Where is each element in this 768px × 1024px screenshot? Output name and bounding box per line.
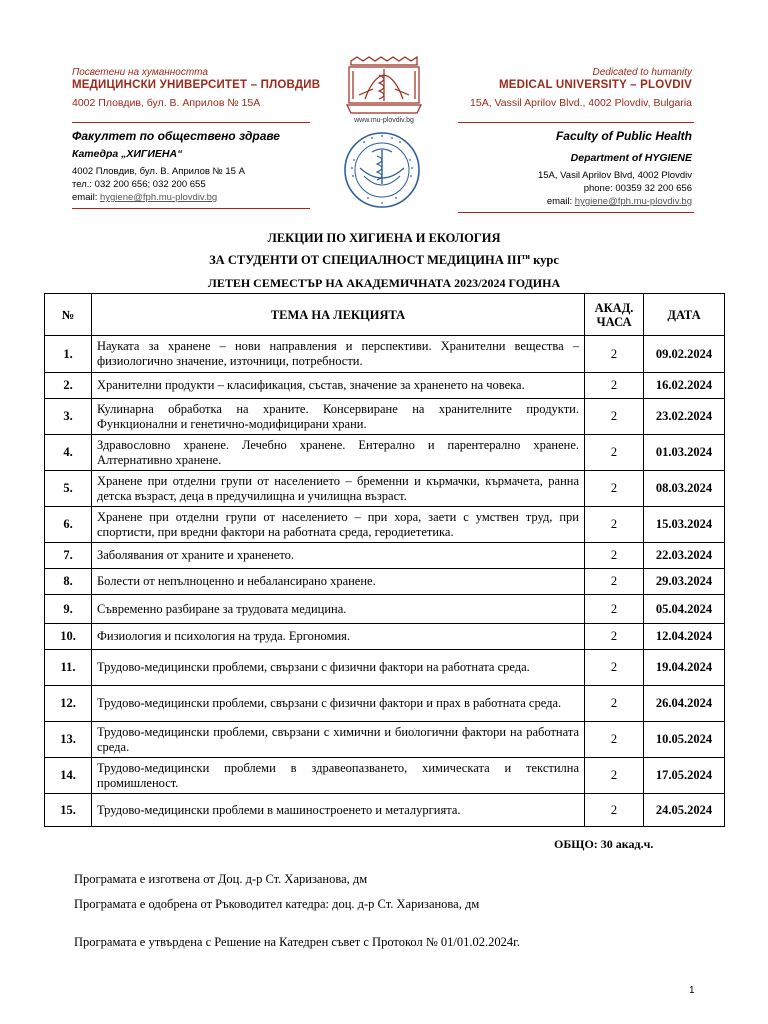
faculty-name-en: Faculty of Public Health	[555, 129, 692, 143]
row-num: 7.	[45, 543, 92, 569]
header-tagline-en: Dedicated to humanity	[592, 67, 692, 78]
row-topic: Хранене при отделни групи от населението – бременни и кърмачки, кърмачета, ранна детска възраст, деца в предучилищна и училищна възраст.	[92, 471, 585, 507]
row-topic: Трудово-медицински проблеми, свързани с физични фактори и прах в работната среда.	[92, 686, 585, 722]
row-topic: Кулинарна обработка на храните. Консервиране на хранителните продукти. Функционални и генетично-модифицирани храни.	[92, 399, 585, 435]
row-num: 2.	[45, 373, 92, 399]
row-date: 29.03.2024	[644, 569, 725, 595]
table-row	[45, 569, 725, 595]
table-row	[45, 686, 725, 722]
row-topic: Болести от непълноценно и небалансирано хранене.	[92, 569, 585, 595]
table-row	[45, 435, 725, 471]
table-row	[45, 399, 725, 435]
row-date: 15.03.2024	[644, 507, 725, 543]
row-topic: Съвременно разбиране за трудовата медицина.	[92, 595, 585, 624]
row-topic: Хранителни продукти – класификация, състав, значение за храненето на човека.	[92, 373, 585, 399]
title-line-2	[0, 253, 768, 268]
contacts-rule-right	[458, 212, 694, 213]
total-hours: ОБЩО: 30 акад.ч.	[554, 837, 654, 851]
row-num: 14.	[45, 758, 92, 794]
row-date: 09.02.2024	[644, 336, 725, 373]
row-topic: Науката за хранене – нови направления и перспективи. Хранителни вещества – физиологично значение, източници, потребности.	[92, 336, 585, 373]
header-date: ДАТА	[644, 294, 725, 336]
row-hours: 2	[585, 624, 644, 650]
header-address-en: 15A, Vassil Aprilov Blvd., 4002 Plovdiv, Bulgaria	[470, 97, 692, 109]
row-num: 1.	[45, 336, 92, 373]
row-num: 6.	[45, 507, 92, 543]
page-number: 1	[689, 985, 695, 996]
address-en: 15A, Vasil Aprilov Blvd, 4002 Plovdiv	[537, 170, 692, 181]
title-line-1: ЛЕКЦИИ ПО ХИГИЕНА И ЕКОЛОГИЯ	[267, 231, 501, 245]
table-header-row	[45, 294, 725, 336]
table-row	[45, 758, 725, 794]
row-num: 11.	[45, 650, 92, 686]
department-name-bg: Катедра „ХИГИЕНА“	[72, 148, 183, 160]
row-num: 13.	[45, 722, 92, 758]
row-num: 5.	[45, 471, 92, 507]
table-row	[45, 794, 725, 827]
email-link-en[interactable]: hygiene@fph.mu-plovdiv.bg	[574, 196, 692, 207]
header-num: №	[45, 294, 92, 336]
email-label-bg: email:	[72, 192, 100, 203]
row-hours: 2	[585, 569, 644, 595]
row-topic: Трудово-медицински проблеми, свързани с химични и биологични фактори на работната среда.	[92, 722, 585, 758]
row-hours: 2	[585, 471, 644, 507]
row-date: 12.04.2024	[644, 624, 725, 650]
email-line-bg	[72, 192, 217, 205]
row-topic: Физиология и психология на труда. Ергономия.	[92, 624, 585, 650]
address-bg: 4002 Пловдив, бул. В. Априлов № 15 А	[72, 166, 245, 177]
title-line-3: ЛЕТЕН СЕМЕСТЪР НА АКАДЕМИЧНАТА 2023/2024 ГОДИНА	[207, 276, 561, 290]
row-date: 05.04.2024	[644, 595, 725, 624]
header-hours-l1: АКАД.	[594, 300, 634, 315]
table-row	[45, 373, 725, 399]
table-row	[45, 650, 725, 686]
row-date: 22.03.2024	[644, 543, 725, 569]
row-topic: Трудово-медицински проблеми в здравеопазването, химическата и текстилна промишленост.	[92, 758, 585, 794]
row-topic: Заболявания от храните и храненето.	[92, 543, 585, 569]
row-hours: 2	[585, 650, 644, 686]
row-hours: 2	[585, 373, 644, 399]
row-hours: 2	[585, 758, 644, 794]
approved-by: Програмата е одобрена от Ръководител катедра: доц. д-р Ст. Харизанова, дм	[74, 897, 480, 911]
row-hours: 2	[585, 686, 644, 722]
title-line-2-main: ЗА СТУДЕНТИ ОТ СПЕЦИАЛНОСТ МЕДИЦИНА III	[209, 253, 522, 267]
contacts-rule-left	[72, 208, 310, 209]
table-row	[45, 471, 725, 507]
row-num: 4.	[45, 435, 92, 471]
header-rule-left	[72, 122, 310, 123]
row-hours: 2	[585, 722, 644, 758]
row-num: 3.	[45, 399, 92, 435]
table-row	[45, 722, 725, 758]
row-num: 15.	[45, 794, 92, 827]
title-line-2-sup: ти	[521, 251, 531, 261]
row-date: 10.05.2024	[644, 722, 725, 758]
row-date: 01.03.2024	[644, 435, 725, 471]
website-text: www.mu-plovdiv.bg	[354, 117, 414, 124]
confirmed-by: Програмата е утвърдена с Решение на Катедрен съвет с Протокол № 01/01.02.2024г.	[74, 935, 520, 949]
row-num: 8.	[45, 569, 92, 595]
header-university-en: MEDICAL UNIVERSITY – PLOVDIV	[498, 79, 692, 91]
row-date: 24.05.2024	[644, 794, 725, 827]
row-hours: 2	[585, 595, 644, 624]
row-date: 23.02.2024	[644, 399, 725, 435]
row-date: 19.04.2024	[644, 650, 725, 686]
email-link-bg[interactable]: hygiene@fph.mu-plovdiv.bg	[99, 192, 218, 203]
email-line-en	[547, 196, 692, 209]
header-university-bg: МЕДИЦИНСКИ УНИВЕРСИТЕТ – ПЛОВДИВ	[72, 79, 321, 91]
header-topic: ТЕМА НА ЛЕКЦИЯТА	[92, 294, 585, 336]
phone-en: phone: 00359 32 200 656	[583, 183, 692, 194]
table-row	[45, 543, 725, 569]
university-crest-logo	[343, 55, 425, 115]
header-rule-right	[458, 122, 694, 123]
header-hours	[585, 294, 644, 336]
table-row	[45, 507, 725, 543]
email-label-en: email:	[546, 196, 575, 207]
row-topic: Хранене при отделни групи от населението – при хора, заети с умствен труд, при спортисти, при вредни фактори на работната среда, геродиететика.	[92, 507, 585, 543]
row-num: 12.	[45, 686, 92, 722]
department-name-en: Department of HYGIENE	[570, 152, 692, 164]
row-hours: 2	[585, 794, 644, 827]
prepared-by: Програмата е изготвена от Доц. д-р Ст. Харизанова, дм	[74, 872, 368, 886]
title-line-2-tail: курс	[530, 253, 559, 267]
row-date: 26.04.2024	[644, 686, 725, 722]
table-row	[45, 595, 725, 624]
row-date: 08.03.2024	[644, 471, 725, 507]
row-topic: Трудово-медицински проблеми в машиностроенето и металургията.	[92, 794, 585, 827]
lectures-table	[44, 293, 725, 827]
header-address-bg: 4002 Пловдив, бул. В. Априлов № 15А	[72, 97, 261, 109]
row-hours: 2	[585, 399, 644, 435]
row-date: 16.02.2024	[644, 373, 725, 399]
row-hours: 2	[585, 336, 644, 373]
row-num: 10.	[45, 624, 92, 650]
phone-bg: тел.: 032 200 656; 032 200 655	[72, 179, 206, 190]
row-date: 17.05.2024	[644, 758, 725, 794]
header-tagline-bg: Посветени на хуманността	[72, 67, 208, 78]
table-row	[45, 336, 725, 373]
header-hours-l2: ЧАСА	[596, 314, 632, 329]
row-hours: 2	[585, 543, 644, 569]
faculty-name-bg: Факултет по обществено здраве	[72, 129, 280, 143]
table-row	[45, 624, 725, 650]
row-topic: Здравословно хранене. Лечебно хранене. Ентерално и парентерално хранене. Алтернативно хранене.	[92, 435, 585, 471]
row-num: 9.	[45, 595, 92, 624]
row-hours: 2	[585, 435, 644, 471]
row-hours: 2	[585, 507, 644, 543]
department-seal-logo	[342, 130, 422, 210]
row-topic: Трудово-медицински проблеми, свързани с физични фактори на работната среда.	[92, 650, 585, 686]
